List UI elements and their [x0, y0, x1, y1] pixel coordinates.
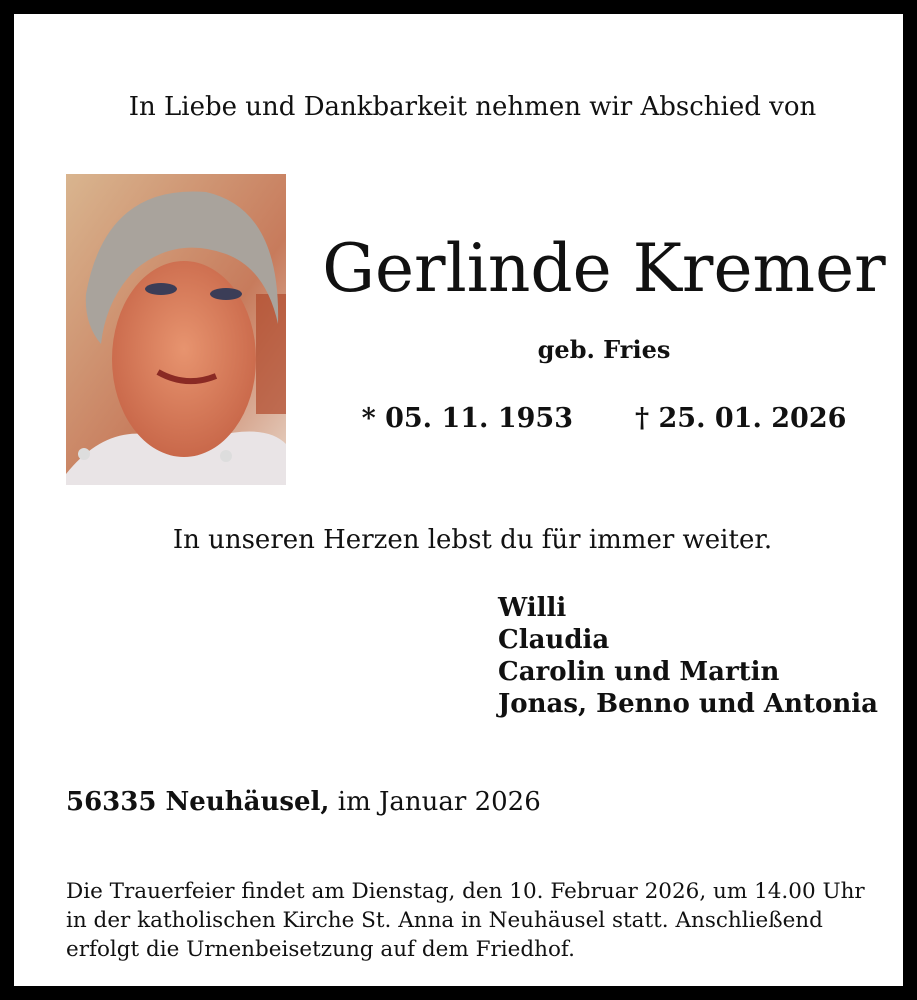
life-dates	[304, 403, 904, 434]
family-member: Willi	[498, 593, 567, 623]
service-line: in der katholischen Kirche St. Anna in Neuhäusel statt. Anschließend	[66, 908, 823, 933]
intro-text: In Liebe und Dankbarkeit nehmen wir Abschied von	[128, 92, 817, 122]
place-date-line	[66, 787, 541, 817]
portrait-photo	[66, 174, 286, 485]
service-line: Die Trauerfeier findet am Dienstag, den 10. Februar 2026, um 14.00 Uhr	[66, 879, 865, 904]
deceased-name: Gerlinde Kremer	[322, 230, 886, 307]
death-date: † 25. 01. 2026	[635, 403, 847, 434]
family-member: Jonas, Benno und Antonia	[498, 689, 878, 719]
service-info	[66, 877, 881, 964]
family-member: Carolin und Martin	[498, 657, 780, 687]
portrait-image	[66, 174, 286, 485]
memorial-quote: In unseren Herzen lebst du für immer weiter.	[172, 525, 773, 555]
place-date: im Januar 2026	[329, 787, 541, 817]
family-list	[498, 592, 878, 720]
family-member: Claudia	[498, 625, 610, 655]
service-line: erfolgt die Urnenbeisetzung auf dem Friedhof.	[66, 937, 575, 962]
place-location: 56335 Neuhäusel,	[66, 787, 330, 817]
birth-date: * 05. 11. 1953	[361, 403, 573, 434]
maiden-name: geb. Fries	[537, 335, 671, 364]
